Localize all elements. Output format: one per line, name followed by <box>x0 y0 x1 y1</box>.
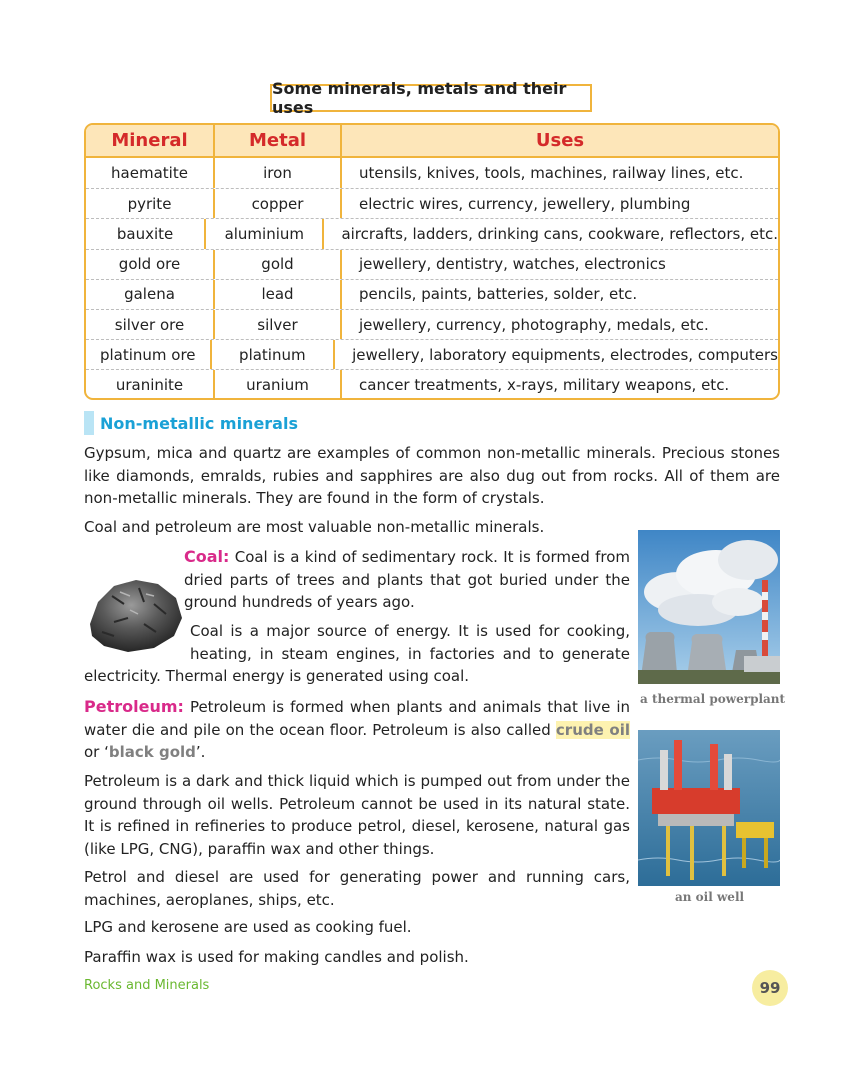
table-row <box>86 249 778 279</box>
paraffin-paragraph: Paraffin wax is used for making candles and polish. <box>84 948 469 966</box>
petrol-diesel-paragraph: Petrol and diesel are used for generating power and running cars, machines, aeroplanes, ships, etc. <box>84 868 630 909</box>
table-row <box>86 188 778 218</box>
uses-cell: jewellery, dentistry, watches, electronics <box>359 255 666 274</box>
lpg-paragraph: LPG and kerosene are used as cooking fuel. <box>84 918 412 936</box>
uses-cell: electric wires, currency, jewellery, plumbing <box>359 194 691 213</box>
table-header-row <box>86 125 778 158</box>
uses-cell: jewellery, currency, photography, medals, etc. <box>359 315 709 334</box>
table-row <box>86 218 778 248</box>
metal-cell: lead <box>215 280 342 309</box>
coal-description: Coal is a kind of sedimentary rock. It is formed from dried parts of trees and plants that got buried under the ground hundreds of years ago. <box>184 548 630 611</box>
table-row <box>86 309 778 339</box>
mineral-cell: gold ore <box>86 250 215 279</box>
uses-cell: jewellery, laboratory equipments, electrodes, computers <box>352 345 778 364</box>
uses-cell: pencils, paints, batteries, solder, etc. <box>359 285 638 304</box>
petroleum-paragraph-2: Petroleum is a dark and thick liquid which is pumped out from under the ground through oil wells. Petroleum cannot be used in its natural state. It is refined in refineries to produce petrol, diesel, kerosene, natural gas (like LPG, CNG), paraffin wax and other things. <box>84 772 630 858</box>
coal-image-float-spacer-2 <box>84 620 190 662</box>
intro-paragraph: Gypsum, mica and quartz are examples of common non-metallic minerals. Precious stones like diamonds, emralds, rubies and sapphires are also dug out from rocks. All of them are non-metallic minerals. They are found in the form of crystals. <box>84 444 780 507</box>
petroleum-text-c: ’. <box>195 743 206 761</box>
mineral-cell: haematite <box>86 158 215 188</box>
thermal-powerplant-image <box>638 530 780 684</box>
mineral-cell: pyrite <box>86 189 215 218</box>
coal-energy-text: Coal is a major source of energy. It is used for cooking, heating, in steam engines, in factories and to generate electricity. Thermal energy is generated using coal. <box>84 622 630 685</box>
petroleum-text-b: or ‘ <box>84 743 109 761</box>
mineral-cell: uraninite <box>86 370 215 399</box>
oil-well-image <box>638 730 780 886</box>
table-title: Some minerals, metals and their uses <box>270 84 592 112</box>
table-row <box>86 339 778 369</box>
valuable-minerals-paragraph: Coal and petroleum are most valuable non-metallic minerals. <box>84 518 545 536</box>
uses-cell: utensils, knives, tools, machines, railway lines, etc. <box>359 164 744 183</box>
uses-cell: cancer treatments, x-rays, military weapons, etc. <box>359 375 730 394</box>
petroleum-text-a: Petroleum is formed when plants and animals that live in water die and pile on the ocean floor. Petroleum is also called <box>84 698 630 739</box>
section-marker-bar <box>84 411 94 435</box>
header-mineral: Mineral <box>86 125 215 156</box>
oil-well-caption: an oil well <box>675 890 745 904</box>
mineral-cell: platinum ore <box>86 340 212 369</box>
chapter-footer-label: Rocks and Minerals <box>84 978 210 993</box>
petroleum-paragraph-1 <box>84 696 630 764</box>
coal-heading: Coal: <box>184 547 230 566</box>
coal-block-2 <box>84 620 630 688</box>
mineral-cell: silver ore <box>86 310 215 339</box>
section-heading <box>84 410 298 436</box>
metal-cell: platinum <box>212 340 336 369</box>
metal-cell: silver <box>215 310 342 339</box>
table-row <box>86 369 778 399</box>
metal-cell: iron <box>215 158 342 188</box>
table-body <box>86 158 778 400</box>
header-metal: Metal <box>215 125 342 156</box>
metal-cell: aluminium <box>206 219 324 248</box>
minerals-table <box>84 123 780 400</box>
metal-cell: uranium <box>215 370 342 399</box>
black-gold-term: black gold <box>108 743 196 761</box>
crude-oil-term: crude oil <box>555 720 630 739</box>
petroleum-heading: Petroleum: <box>84 697 184 716</box>
mineral-cell: bauxite <box>86 219 206 248</box>
powerplant-caption: a thermal powerplant <box>640 692 786 706</box>
table-row <box>86 158 778 188</box>
header-uses: Uses <box>535 130 585 151</box>
uses-cell: aircrafts, ladders, drinking cans, cookware, reflectors, etc. <box>341 224 778 243</box>
table-row <box>86 279 778 309</box>
mineral-cell: galena <box>86 280 215 309</box>
metal-cell: gold <box>215 250 342 279</box>
page-number: 99 <box>752 970 788 1006</box>
section-title: Non-metallic minerals <box>100 413 298 433</box>
metal-cell: copper <box>215 189 342 218</box>
